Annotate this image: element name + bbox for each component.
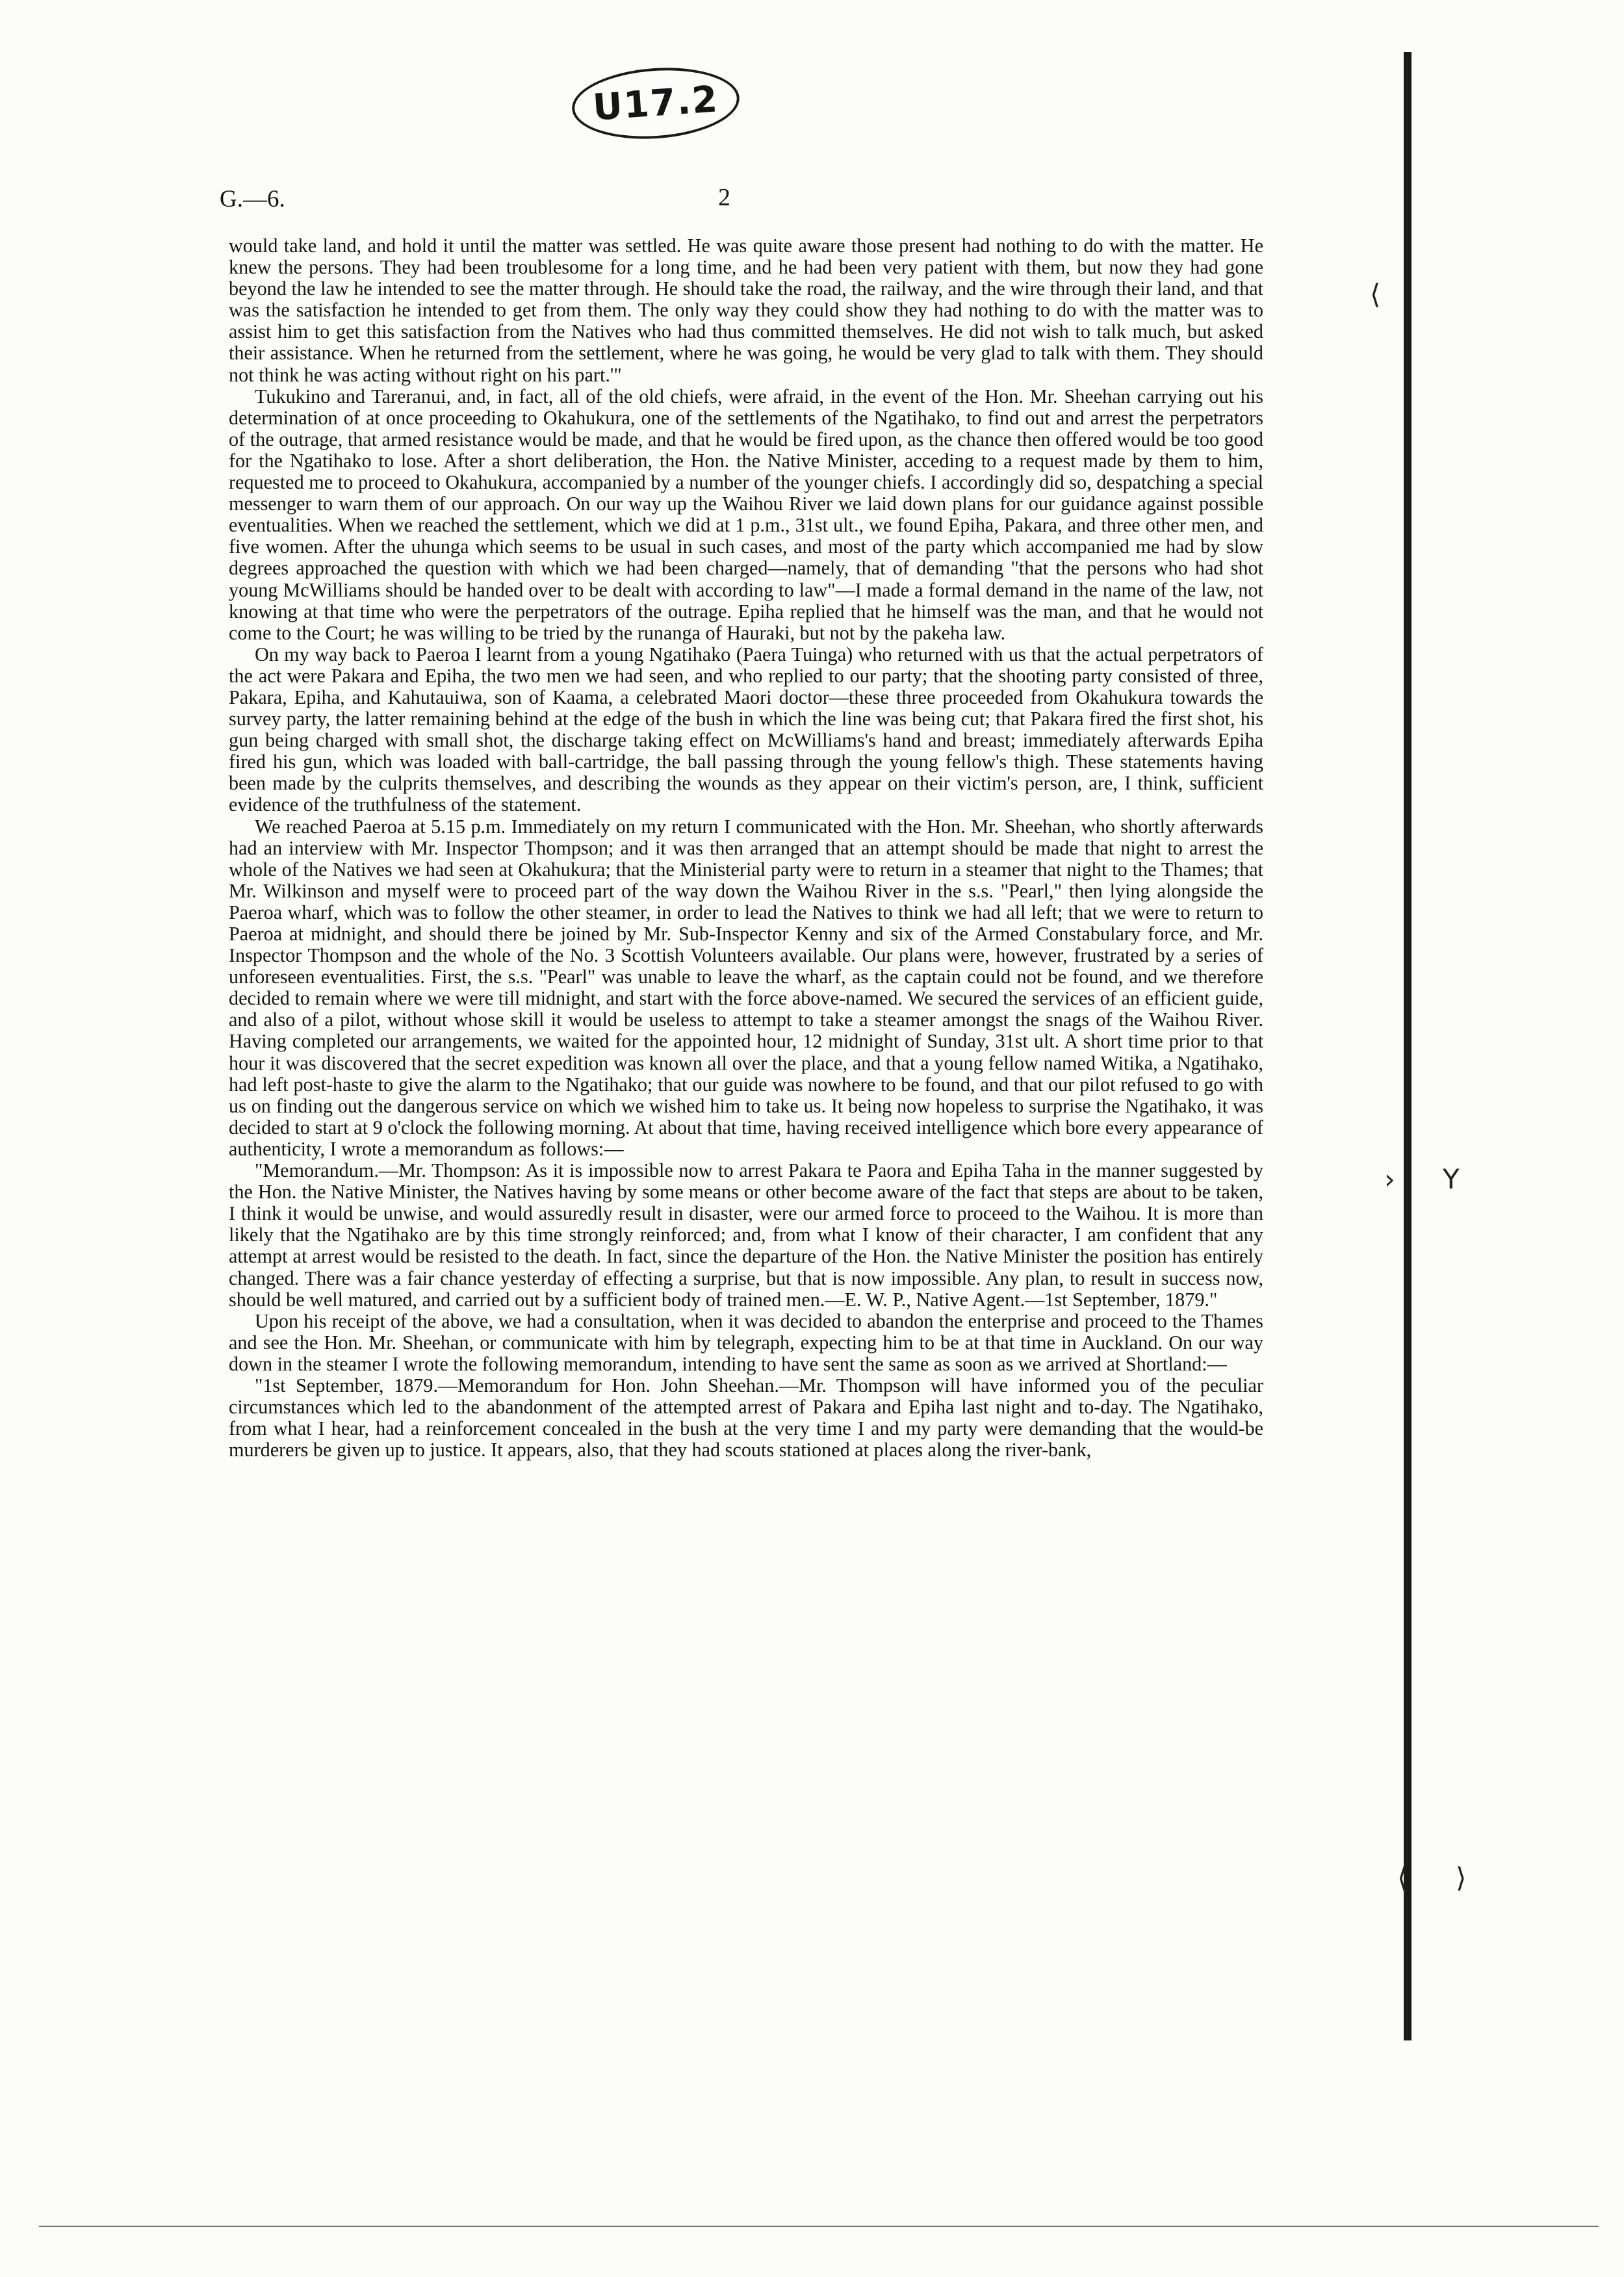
margin-mark-arrow-icon: ⟨ (1397, 1862, 1408, 1894)
body-text (229, 235, 1263, 1461)
archive-stamp (570, 62, 742, 144)
stamp-text: U17.2 (591, 77, 720, 129)
paragraph: Tukukino and Tareranui, and, in fact, all of the old chiefs, were afraid, in the event of the Hon. Mr. Sheehan carrying out his determination of at once proceeding to Okahukura, one of the settlements of the Ngatihako, to find out and arrest the perpetrators of the outrage, that armed resistance would be made, and that he would be fired upon, as the chance then offered would be too good for the Ngatihako to lose. After a short deliberation, the Hon. the Native Minister, acceding to a request made by them to him, requested me to proceed to Okahukura, accompanied by a number of the younger chiefs. I accordingly did so, despatching a special messenger to warn them of our approach. On our way up the Waihou River we laid down plans for our guidance against possible eventualities. When we reached the settlement, which we did at 1 p.m., 31st ult., we found Epiha, Pakara, and three other men, and five women. After the uhunga which seems to be usual in such cases, and most of the party which accompanied me had by slow degrees approached the question with which we had been charged—namely, that of demanding "that the persons who had shot young McWilliams should be handed over to be dealt with according to law"—I made a formal demand in the name of the law, not knowing at that time who were the perpetrators of the outrage. Epiha replied that he himself was the man, and that he would not come to the Court; he was willing to be tried by the runanga of Hauraki, but not by the pakeha law. (229, 385, 1263, 644)
margin-mark-arrow-icon: › (1384, 1163, 1395, 1195)
page-number: 2 (718, 184, 730, 211)
paragraph: Upon his receipt of the above, we had a consultation, when it was decided to abandon the enterprise and proceed to the Thames and see the Hon. Mr. Sheehan, or communicate with him by telegraph, expecting him to be at that time in Auckland. On our way down in the steamer I wrote the following memorandum, intending to have sent the same as soon as we arrived at Shortland:— (229, 1309, 1263, 1375)
margin-mark-arrow-icon: ⟩ (1456, 1862, 1467, 1894)
memorandum-paragraph: "1st September, 1879.—Memorandum for Hon. John Sheehan.—Mr. Thompson will have informed you of the peculiar circumstances which led to the abandonment of the attempted arrest of Pakara and Epiha last night and to-day. The Ngatihako, from what I hear, had a reinforcement concealed in the bush at the very time I and my party were demanding that the would-be murderers be given up to justice. It appears, also, that they had scouts stationed at places along the river-bank, (229, 1374, 1263, 1461)
bottom-rule (39, 2226, 1599, 2227)
memorandum-paragraph: "Memorandum.—Mr. Thompson: As it is impossible now to arrest Pakara te Paora and Epiha Taha in the manner suggested by the Hon. the Native Minister, the Natives having by some means or other become aware of the fact that steps are about to be taken, I think it would be unwise, and would assuredly result in disaster, were our armed force to proceed to the Waihou. It is more than likely that the Ngatihako are by this time strongly reinforced; and, from what I know of their character, I am confident that any attempt at arrest would be resisted to the death. In fact, since the departure of the Hon. the Native Minister the position has entirely changed. There was a fair chance yesterday of effecting a surprise, but that is now impossible. Any plan, to result in success now, should be well matured, and carried out by a sufficient body of trained men.—E. W. P., Native Agent.—1st September, 1879." (229, 1159, 1263, 1311)
paragraph: On my way back to Paeroa I learnt from a young Ngatihako (Paera Tuinga) who returned with us that the actual perpetrators of the act were Pakara and Epiha, the two men we had seen, and who replied to our party; that the shooting party consisted of three, Pakara, Epiha, and Kahutauiwa, son of Kaama, a celebrated Maori doctor—these three proceeded from Okahukura towards the survey party, the latter remaining behind at the edge of the bush in which the line was being cut; that Pakara fired the first shot, his gun being charged with small shot, the discharge taking effect on McWilliams's hand and breast; immediately afterwards Epiha fired his gun, which was loaded with ball-cartridge, the ball passing through the young fellow's thigh. These statements having been made by the culprits themselves, and describing the wounds as they appear on their victim's person, are, I think, sufficient evidence of the truthfulness of the statement. (229, 643, 1263, 816)
binding-margin-bar (1404, 52, 1411, 2040)
paragraph: We reached Paeroa at 5.15 p.m. Immediately on my return I communicated with the Hon. Mr. Sheehan, who shortly afterwards had an interview with Mr. Inspector Thompson; and it was then arranged that an attempt should be made that night to arrest the whole of the Natives we had seen at Okahukura; that the Ministerial party were to return in a steamer that night to the Thames; that Mr. Wilkinson and myself were to proceed part of the way down the Waihou River in the s.s. "Pearl," then lying alongside the Paeroa wharf, which was to follow the other steamer, in order to lead the Natives to think we had all left; that we were to return to Paeroa at midnight, and should there be joined by Mr. Sub-Inspector Kenny and six of the Armed Constabulary force, and Mr. Inspector Thompson and the whole of the No. 3 Scottish Volunteers available. Our plans were, however, frustrated by a series of unforeseen eventualities. First, the s.s. "Pearl" was unable to leave the wharf, as the captain could not be found, and we therefore decided to remain where we were till midnight, and start with the force above-named. We secured the services of an efficient guide, and also of a pilot, without whose skill it would be useless to attempt to take a steamer amongst the snags of the Waihou River. Having completed our arrangements, we waited for the appointed hour, 12 midnight of Sunday, 31st ult. A short time prior to that hour it was discovered that the secret expedition was known all over the place, and that a young fellow named Witika, a Ngatihako, had left post-haste to give the alarm to the Ngatihako; that our guide was nowhere to be found, and that our pilot refused to go with us on finding out the dangerous service on which we wished him to take us. It being now hopeless to surprise the Ngatihako, it was decided to start at 9 o'clock the following morning. At about that time, having received intelligence which bore every appearance of authenticity, I wrote a memorandum as follows:— (229, 815, 1263, 1160)
margin-mark-arrow-icon: ⟨ (1370, 278, 1381, 310)
margin-mark-arrow-icon: Y (1443, 1163, 1460, 1195)
paper-reference: G.—6. (220, 186, 285, 212)
paragraph: would take land, and hold it until the matter was settled. He was quite aware those present had nothing to do with the matter. He knew the persons. They had been troublesome for a long time, and he had been very patient with them, but now they had gone beyond the law he intended to see the matter through. He should take the road, the railway, and the wire through their land, and that was the satisfaction he intended to get from them. The only way they could show they had nothing to do with the matter was to assist him to get this satisfaction from the Natives who had thus committed themselves. He did not wish to talk much, but asked their assistance. When he returned from the settlement, where he was going, he would be very glad to talk with them. They should not think he was acting without right on his part.'" (229, 235, 1263, 386)
